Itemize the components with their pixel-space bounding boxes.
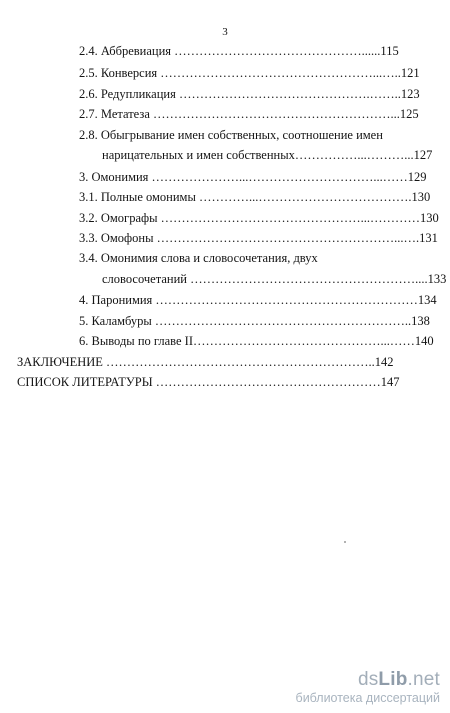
page-number: 3	[222, 26, 228, 38]
toc-entry-proper-names-line2: нарицательных и имен собственных……………...………...127	[102, 148, 433, 162]
watermark	[296, 670, 440, 705]
toc-entry-reduplication: 2.6. Редупликация ……………………………………….……..123	[79, 87, 420, 101]
toc-entry-chapter2-conclusions: 6. Выводы по главе II………………………………………...……140	[79, 334, 434, 348]
toc-entry-homophones: 3.3. Омофоны …………………………………………………...….131	[79, 231, 438, 245]
toc-entry-conclusion: ЗАКЛЮЧЕНИЕ ………………………………………………………..142	[17, 355, 394, 369]
toc-entry-homographs: 3.2. Омографы …………………………………………...…………130	[79, 211, 439, 225]
toc-entry-proper-names-line1: 2.8. Обыгрывание имен собственных, соотношение имен	[79, 128, 383, 142]
watermark-caption: библиотека диссертаций	[295, 690, 440, 705]
toc-entry-word-phrase-line1: 3.4. Омонимия слова и словосочетания, двух	[79, 251, 318, 265]
toc-entry-paronymy: 4. Паронимия ………………………………………………………134	[79, 293, 437, 307]
toc-entry-abbreviation: 2.4. Аббревиация ………………………………………......115	[79, 44, 399, 58]
toc-entry-full-homonyms: 3.1. Полные омонимы …………...……………………………….130	[79, 190, 431, 204]
toc-entry-homonymy: 3. Омонимия …………………...…………………………...……129	[79, 170, 427, 184]
toc-entry-metathesis: 2.7. Метатеза …………………………………………………...125	[79, 107, 419, 121]
toc-entry-conversion: 2.5. Конверсия ……………………………………………...…..121	[79, 66, 420, 80]
watermark-logo: dsLib.net	[357, 668, 440, 690]
toc-entry-bibliography: СПИСОК ЛИТЕРАТУРЫ ………………………………………………147	[17, 375, 400, 389]
scan-speck	[344, 541, 346, 543]
toc-entry-word-phrase-line2: словосочетаний ………………………………………………....133	[102, 272, 447, 286]
toc-entry-puns: 5. Каламбуры ……………………………………………………..138	[79, 314, 430, 328]
